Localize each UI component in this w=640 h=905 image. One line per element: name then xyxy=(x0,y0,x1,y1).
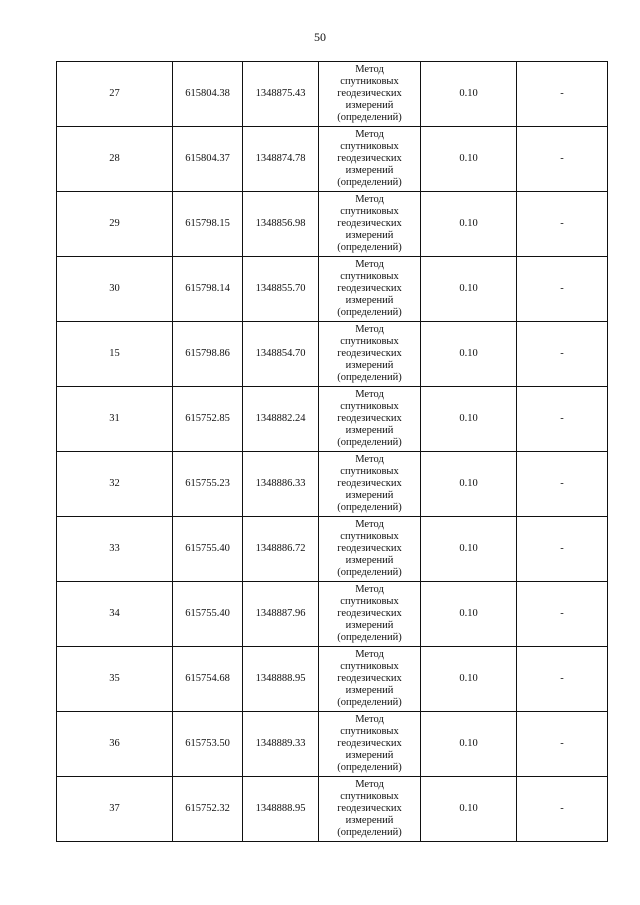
point-number-cell: 36 xyxy=(57,712,173,777)
point-number-cell: 32 xyxy=(57,452,173,517)
table-row xyxy=(57,387,608,452)
method-cell: Метод спутниковых геодезических измерений (определений) xyxy=(319,192,421,257)
point-number-cell: 35 xyxy=(57,647,173,712)
y-coordinate-cell: 1348887.96 xyxy=(243,582,319,647)
x-coordinate-cell: 615755.40 xyxy=(173,517,243,582)
point-number-cell: 34 xyxy=(57,582,173,647)
accuracy-cell: 0.10 xyxy=(421,777,517,842)
y-coordinate-cell: 1348854.70 xyxy=(243,322,319,387)
accuracy-cell: 0.10 xyxy=(421,192,517,257)
point-number-cell: 15 xyxy=(57,322,173,387)
y-coordinate-cell: 1348855.70 xyxy=(243,257,319,322)
x-coordinate-cell: 615752.85 xyxy=(173,387,243,452)
accuracy-cell: 0.10 xyxy=(421,517,517,582)
y-coordinate-cell: 1348856.98 xyxy=(243,192,319,257)
accuracy-cell: 0.10 xyxy=(421,582,517,647)
x-coordinate-cell: 615804.38 xyxy=(173,62,243,127)
y-coordinate-cell: 1348888.95 xyxy=(243,777,319,842)
note-cell: - xyxy=(517,127,608,192)
note-cell: - xyxy=(517,62,608,127)
table-row xyxy=(57,127,608,192)
point-number-cell: 29 xyxy=(57,192,173,257)
accuracy-cell: 0.10 xyxy=(421,387,517,452)
method-cell: Метод спутниковых геодезических измерений (определений) xyxy=(319,387,421,452)
table-row xyxy=(57,517,608,582)
y-coordinate-cell: 1348882.24 xyxy=(243,387,319,452)
point-number-cell: 33 xyxy=(57,517,173,582)
method-cell: Метод спутниковых геодезических измерений (определений) xyxy=(319,777,421,842)
point-number-cell: 31 xyxy=(57,387,173,452)
table-body xyxy=(57,62,608,842)
accuracy-cell: 0.10 xyxy=(421,647,517,712)
y-coordinate-cell: 1348888.95 xyxy=(243,647,319,712)
coordinates-table xyxy=(56,61,608,842)
table-row xyxy=(57,452,608,517)
note-cell: - xyxy=(517,647,608,712)
y-coordinate-cell: 1348886.33 xyxy=(243,452,319,517)
note-cell: - xyxy=(517,257,608,322)
method-cell: Метод спутниковых геодезических измерений (определений) xyxy=(319,712,421,777)
page-number: 50 xyxy=(314,30,326,44)
method-cell: Метод спутниковых геодезических измерений (определений) xyxy=(319,322,421,387)
note-cell: - xyxy=(517,777,608,842)
method-cell: Метод спутниковых геодезических измерений (определений) xyxy=(319,517,421,582)
x-coordinate-cell: 615755.40 xyxy=(173,582,243,647)
table-row xyxy=(57,647,608,712)
accuracy-cell: 0.10 xyxy=(421,257,517,322)
x-coordinate-cell: 615755.23 xyxy=(173,452,243,517)
x-coordinate-cell: 615798.86 xyxy=(173,322,243,387)
accuracy-cell: 0.10 xyxy=(421,452,517,517)
x-coordinate-cell: 615753.50 xyxy=(173,712,243,777)
note-cell: - xyxy=(517,517,608,582)
table-row xyxy=(57,777,608,842)
method-cell: Метод спутниковых геодезических измерений (определений) xyxy=(319,582,421,647)
x-coordinate-cell: 615804.37 xyxy=(173,127,243,192)
y-coordinate-cell: 1348875.43 xyxy=(243,62,319,127)
y-coordinate-cell: 1348874.78 xyxy=(243,127,319,192)
method-cell: Метод спутниковых геодезических измерений (определений) xyxy=(319,647,421,712)
point-number-cell: 28 xyxy=(57,127,173,192)
x-coordinate-cell: 615754.68 xyxy=(173,647,243,712)
method-cell: Метод спутниковых геодезических измерений (определений) xyxy=(319,62,421,127)
table-row xyxy=(57,192,608,257)
y-coordinate-cell: 1348886.72 xyxy=(243,517,319,582)
table-row xyxy=(57,582,608,647)
x-coordinate-cell: 615798.14 xyxy=(173,257,243,322)
x-coordinate-cell: 615752.32 xyxy=(173,777,243,842)
method-cell: Метод спутниковых геодезических измерений (определений) xyxy=(319,257,421,322)
x-coordinate-cell: 615798.15 xyxy=(173,192,243,257)
accuracy-cell: 0.10 xyxy=(421,712,517,777)
accuracy-cell: 0.10 xyxy=(421,127,517,192)
note-cell: - xyxy=(517,322,608,387)
method-cell: Метод спутниковых геодезических измерений (определений) xyxy=(319,127,421,192)
point-number-cell: 27 xyxy=(57,62,173,127)
table-row xyxy=(57,62,608,127)
note-cell: - xyxy=(517,712,608,777)
table-row xyxy=(57,322,608,387)
table-row xyxy=(57,257,608,322)
point-number-cell: 30 xyxy=(57,257,173,322)
table-row xyxy=(57,712,608,777)
y-coordinate-cell: 1348889.33 xyxy=(243,712,319,777)
accuracy-cell: 0.10 xyxy=(421,62,517,127)
method-cell: Метод спутниковых геодезических измерений (определений) xyxy=(319,452,421,517)
point-number-cell: 37 xyxy=(57,777,173,842)
note-cell: - xyxy=(517,387,608,452)
note-cell: - xyxy=(517,192,608,257)
note-cell: - xyxy=(517,582,608,647)
note-cell: - xyxy=(517,452,608,517)
accuracy-cell: 0.10 xyxy=(421,322,517,387)
